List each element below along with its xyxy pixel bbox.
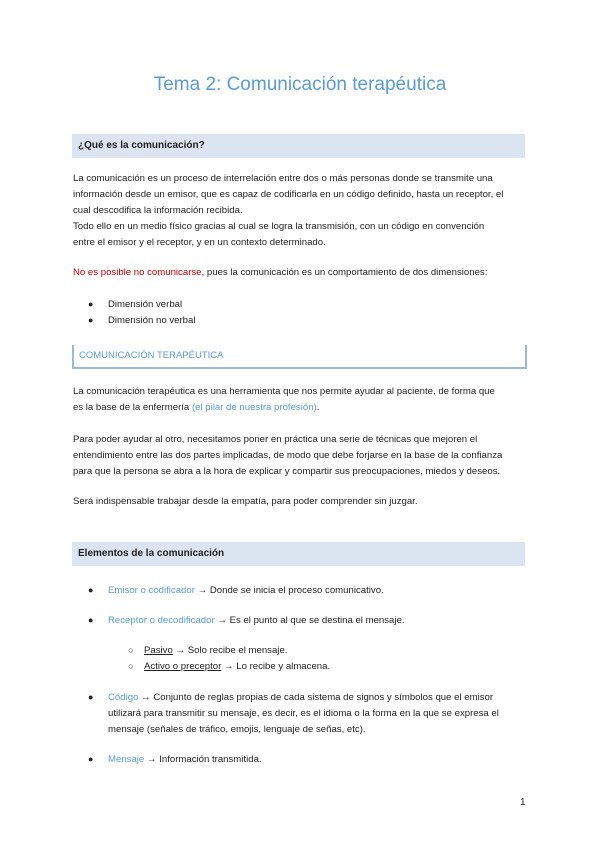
paragraph-ayudar xyxy=(73,432,531,480)
definition-text: → Es el punto al que se destina el mensaje. xyxy=(214,615,405,626)
definition-text: → Donde se inicia el proceso comunicativo. xyxy=(194,585,384,596)
page-number: 1 xyxy=(520,797,526,808)
definition-text: → Información transmitida. xyxy=(144,754,262,765)
definition-text: → Lo recibe y almacena. xyxy=(221,661,331,672)
section-heading-que-es: ¿Qué es la comunicación? xyxy=(72,134,525,158)
term-activo: Activo o preceptor xyxy=(144,661,222,672)
term-emisor: Emisor o codificador xyxy=(108,585,195,596)
paragraph-definition xyxy=(73,171,531,251)
text-line xyxy=(88,689,528,706)
text-line: mensaje (señales de tráfico, emojis, lenguaje de señas, etc). xyxy=(108,724,366,735)
highlight-blue: (el pilar de nuestra profesión) xyxy=(191,402,317,413)
text-span: . xyxy=(316,402,320,413)
text-line: Para poder ayudar al otro, necesitamos poner en práctica una serie de técnicas que mejoren el xyxy=(73,434,478,445)
term-mensaje: Mensaje xyxy=(108,754,145,765)
highlight-red: No es posible no comunicarse xyxy=(73,267,202,278)
sub-bullet-icon: ○ xyxy=(128,661,134,671)
bullet-icon: ● xyxy=(88,585,94,595)
term-receptor: Receptor o decodificador xyxy=(108,615,215,626)
text-line: para que la persona se abra a la hora de explicar y compartir sus preocupaciones, miedos y deseos. xyxy=(73,466,501,477)
paragraph-terapeutica xyxy=(73,384,531,416)
list-item-receptor xyxy=(88,612,405,629)
section-heading-comunicacion-terapeutica: COMUNICACIÓN TERAPÉUTICA xyxy=(72,345,527,369)
text-line: entendimiento entre las dos partes implicadas, de modo que debe forjarse en la base de la confianza xyxy=(73,450,503,461)
term-codigo: Código xyxy=(108,692,139,703)
bullet-icon: ● xyxy=(88,754,94,764)
list-item-codigo xyxy=(88,689,528,738)
sub-bullet-icon: ○ xyxy=(128,645,134,655)
bullet-icon: ● xyxy=(88,615,94,625)
text-span: es la base de la enfermería xyxy=(73,402,192,413)
paragraph-empatia: Será indispensable trabajar desde la empatía, para poder comprender sin juzgar. xyxy=(73,496,418,507)
list-item xyxy=(88,312,195,329)
text-span: , pues la comunicación es un comportamiento de dos dimensiones: xyxy=(201,267,488,278)
text-line: cual descodifica la información recibida. xyxy=(73,205,243,216)
text-line: utilizará para transmitir su mensaje, es decir, es el idioma o la forma en la que se expresa el xyxy=(108,708,499,719)
section-heading-elementos: Elementos de la comunicación xyxy=(72,542,525,566)
text-line: entre el emisor y el receptor, y en un contexto determinado. xyxy=(73,237,326,248)
bullet-icon: ● xyxy=(88,692,94,702)
list-item-text: Dimensión no verbal xyxy=(108,315,196,326)
text-line: información desde un emisor, que es capaz de codificarla en un código definido, hasta un receptor, el xyxy=(73,189,504,200)
text-line: La comunicación es un proceso de interrelación entre dos o más personas donde se transmite una xyxy=(73,173,493,184)
paragraph-no-comunicarse xyxy=(73,265,531,281)
definition-text: → Conjunto de reglas propias de cada sistema de signos y símbolos que el emisor xyxy=(138,692,494,703)
list-item xyxy=(88,296,182,313)
definition-text: → Solo recibe el mensaje. xyxy=(172,645,288,656)
list-item-mensaje xyxy=(88,751,262,768)
text-line: Todo ello en un medio físico gracias al cual se logra la transmisión, con un código en convención xyxy=(73,221,485,232)
page-title: Tema 2: Comunicación terapéutica xyxy=(153,74,447,95)
term-pasivo: Pasivo xyxy=(144,645,173,656)
list-item-text: Dimensión verbal xyxy=(108,299,183,310)
sub-list-item-pasivo xyxy=(128,642,287,659)
text-line xyxy=(73,400,531,416)
list-item-emisor xyxy=(88,582,384,599)
sub-list-item-activo xyxy=(128,658,330,675)
text-line: La comunicación terapéutica es una herramienta que nos permite ayudar al paciente, de forma que xyxy=(73,386,495,397)
bullet-icon: ● xyxy=(88,315,94,325)
bullet-icon: ● xyxy=(88,299,94,309)
